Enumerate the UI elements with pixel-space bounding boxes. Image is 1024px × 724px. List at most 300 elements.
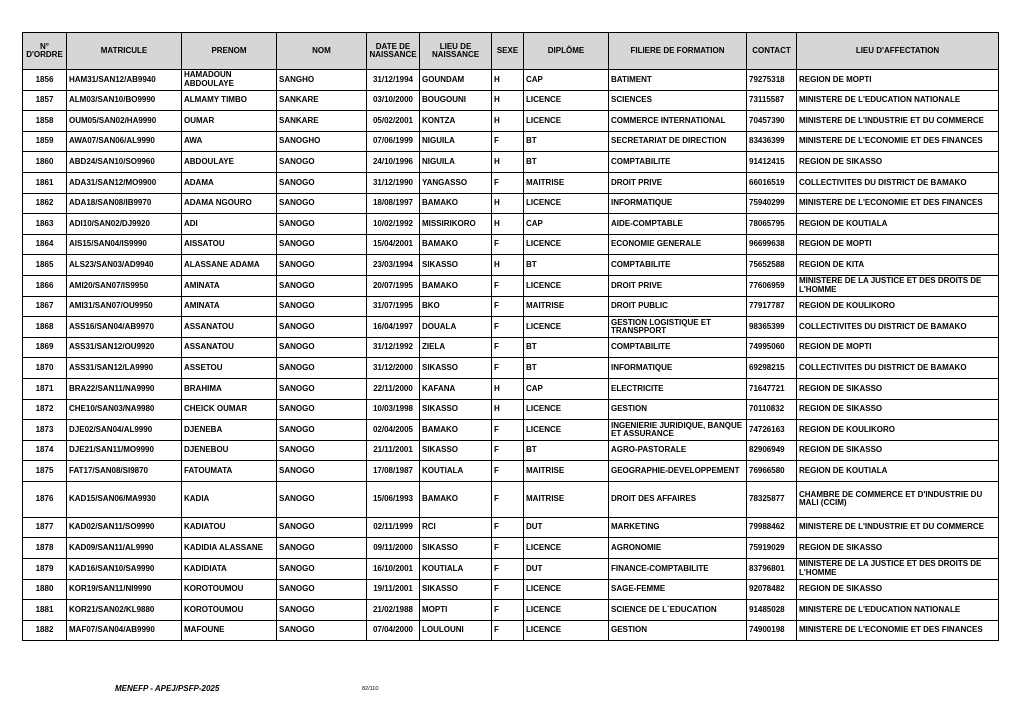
cell-filiere: FINANCE-COMPTABILITE: [609, 559, 747, 580]
cell-ordre: 1864: [23, 234, 67, 255]
cell-contact: 73115587: [747, 90, 797, 111]
cell-ordre: 1856: [23, 70, 67, 91]
cell-filiere: COMPTABILITE: [609, 337, 747, 358]
cell-lieu-naissance: LOULOUNI: [420, 620, 492, 641]
cell-matricule: KAD02/SAN11/SO9990: [67, 517, 182, 538]
cell-prenom: FATOUMATA: [182, 461, 277, 482]
cell-matricule: AMI31/SAN07/OU9950: [67, 296, 182, 317]
cell-affectation: REGION DE KOUTIALA: [797, 214, 999, 235]
cell-contact: 75919029: [747, 538, 797, 559]
cell-prenom: ALASSANE ADAMA: [182, 255, 277, 276]
cell-date-naissance: 15/04/2001: [367, 234, 420, 255]
cell-filiere: INFORMATIQUE: [609, 358, 747, 379]
cell-contact: 75940299: [747, 193, 797, 214]
cell-ordre: 1880: [23, 579, 67, 600]
cell-ordre: 1869: [23, 337, 67, 358]
cell-affectation: COLLECTIVITES DU DISTRICT DE BAMAKO: [797, 317, 999, 338]
table-row: [23, 193, 999, 214]
cell-contact: 91485028: [747, 600, 797, 621]
cell-matricule: KOR19/SAN11/NI9990: [67, 579, 182, 600]
cell-affectation: CHAMBRE DE COMMERCE ET D'INDUSTRIE DU MALI (CCIM): [797, 481, 999, 517]
cell-date-naissance: 31/07/1995: [367, 296, 420, 317]
cell-nom: SANOGO: [277, 600, 367, 621]
cell-nom: SANOGO: [277, 579, 367, 600]
cell-matricule: AWA07/SAN06/AL9990: [67, 131, 182, 152]
cell-matricule: KAD16/SAN10/SA9990: [67, 559, 182, 580]
table-row: [23, 358, 999, 379]
cell-filiere: COMMERCE INTERNATIONAL: [609, 111, 747, 132]
cell-matricule: KAD09/SAN11/AL9990: [67, 538, 182, 559]
cell-filiere: DROIT DES AFFAIRES: [609, 481, 747, 517]
table-row: [23, 440, 999, 461]
cell-nom: SANOGO: [277, 440, 367, 461]
cell-affectation: REGION DE KOULIKORO: [797, 420, 999, 441]
cell-contact: 74726163: [747, 420, 797, 441]
header-matricule: MATRICULE: [67, 33, 182, 70]
cell-matricule: KOR21/SAN02/KL9880: [67, 600, 182, 621]
cell-diplome: LICENCE: [524, 620, 609, 641]
cell-date-naissance: 16/10/2001: [367, 559, 420, 580]
cell-nom: SANOGO: [277, 378, 367, 399]
cell-affectation: REGION DE MOPTI: [797, 234, 999, 255]
cell-filiere: SCIENCES: [609, 90, 747, 111]
cell-date-naissance: 19/11/2001: [367, 579, 420, 600]
header-affectation: LIEU D'AFFECTATION: [797, 33, 999, 70]
cell-filiere: INFORMATIQUE: [609, 193, 747, 214]
cell-contact: 77606959: [747, 275, 797, 296]
cell-date-naissance: 02/11/1999: [367, 517, 420, 538]
cell-ordre: 1863: [23, 214, 67, 235]
header-nom: NOM: [277, 33, 367, 70]
cell-sexe: H: [492, 378, 524, 399]
cell-nom: SANOGHO: [277, 131, 367, 152]
cell-prenom: AWA: [182, 131, 277, 152]
cell-sexe: F: [492, 538, 524, 559]
header-row: [23, 33, 999, 70]
cell-ordre: 1873: [23, 420, 67, 441]
cell-lieu-naissance: BKO: [420, 296, 492, 317]
cell-sexe: F: [492, 420, 524, 441]
cell-affectation: MINISTERE DE L'ECONOMIE ET DES FINANCES: [797, 193, 999, 214]
cell-nom: SANOGO: [277, 538, 367, 559]
header-diplome: DIPLÔME: [524, 33, 609, 70]
cell-contact: 70457390: [747, 111, 797, 132]
cell-prenom: DJENEBOU: [182, 440, 277, 461]
cell-diplome: BT: [524, 440, 609, 461]
cell-filiere: SCIENCE DE L`EDUCATION: [609, 600, 747, 621]
cell-diplome: MAITRISE: [524, 172, 609, 193]
cell-contact: 82906949: [747, 440, 797, 461]
cell-matricule: BRA22/SAN11/NA9990: [67, 378, 182, 399]
cell-matricule: MAF07/SAN04/AB9990: [67, 620, 182, 641]
cell-nom: SANOGO: [277, 461, 367, 482]
table-row: [23, 538, 999, 559]
cell-matricule: ADI10/SAN02/DJ9920: [67, 214, 182, 235]
cell-matricule: ALM03/SAN10/BO9990: [67, 90, 182, 111]
cell-ordre: 1859: [23, 131, 67, 152]
cell-diplome: LICENCE: [524, 317, 609, 338]
cell-prenom: ADAMA NGOURO: [182, 193, 277, 214]
cell-diplome: CAP: [524, 70, 609, 91]
cell-ordre: 1857: [23, 90, 67, 111]
cell-affectation: REGION DE SIKASSO: [797, 152, 999, 173]
cell-ordre: 1867: [23, 296, 67, 317]
cell-diplome: LICENCE: [524, 111, 609, 132]
cell-nom: SANOGO: [277, 399, 367, 420]
header-ordre: N° D'ORDRE: [23, 33, 67, 70]
cell-lieu-naissance: DOUALA: [420, 317, 492, 338]
cell-sexe: F: [492, 440, 524, 461]
cell-prenom: HAMADOUN ABDOULAYE: [182, 70, 277, 91]
cell-nom: SANOGO: [277, 337, 367, 358]
table-row: [23, 317, 999, 338]
cell-affectation: MINISTERE DE LA JUSTICE ET DES DROITS DE L'HOMME: [797, 559, 999, 580]
cell-lieu-naissance: SIKASSO: [420, 440, 492, 461]
cell-contact: 76966580: [747, 461, 797, 482]
cell-filiere: ELECTRICITE: [609, 378, 747, 399]
cell-filiere: SECRETARIAT DE DIRECTION: [609, 131, 747, 152]
cell-ordre: 1881: [23, 600, 67, 621]
table-row: [23, 255, 999, 276]
cell-ordre: 1862: [23, 193, 67, 214]
table-row: [23, 214, 999, 235]
header-lieu-naissance: LIEU DE NAISSANCE: [420, 33, 492, 70]
table-row: [23, 399, 999, 420]
cell-diplome: DUT: [524, 517, 609, 538]
cell-diplome: LICENCE: [524, 579, 609, 600]
cell-diplome: LICENCE: [524, 538, 609, 559]
cell-diplome: BT: [524, 255, 609, 276]
cell-matricule: CHE10/SAN03/NA9980: [67, 399, 182, 420]
cell-lieu-naissance: BAMAKO: [420, 420, 492, 441]
cell-date-naissance: 17/08/1987: [367, 461, 420, 482]
cell-filiere: DROIT PRIVE: [609, 172, 747, 193]
cell-ordre: 1882: [23, 620, 67, 641]
cell-date-naissance: 21/11/2001: [367, 440, 420, 461]
cell-nom: SANOGO: [277, 234, 367, 255]
cell-nom: SANOGO: [277, 317, 367, 338]
cell-prenom: ALMAMY TIMBO: [182, 90, 277, 111]
cell-sexe: H: [492, 152, 524, 173]
cell-diplome: MAITRISE: [524, 481, 609, 517]
cell-prenom: KADIDIA ALASSANE: [182, 538, 277, 559]
cell-prenom: KOROTOUMOU: [182, 600, 277, 621]
cell-matricule: FAT17/SAN08/SI9870: [67, 461, 182, 482]
cell-sexe: F: [492, 559, 524, 580]
cell-date-naissance: 31/12/1990: [367, 172, 420, 193]
cell-sexe: H: [492, 70, 524, 91]
cell-nom: SANOGO: [277, 152, 367, 173]
cell-nom: SANOGO: [277, 172, 367, 193]
cell-sexe: H: [492, 90, 524, 111]
cell-lieu-naissance: NIGUILA: [420, 131, 492, 152]
cell-diplome: BT: [524, 358, 609, 379]
cell-prenom: ADI: [182, 214, 277, 235]
cell-date-naissance: 31/12/1994: [367, 70, 420, 91]
cell-contact: 77917787: [747, 296, 797, 317]
cell-nom: SANOGO: [277, 358, 367, 379]
cell-contact: 83796801: [747, 559, 797, 580]
cell-ordre: 1865: [23, 255, 67, 276]
table-body: [23, 70, 999, 641]
cell-lieu-naissance: SIKASSO: [420, 358, 492, 379]
cell-contact: 92078482: [747, 579, 797, 600]
cell-matricule: ABD24/SAN10/SO9960: [67, 152, 182, 173]
cell-prenom: KADIA: [182, 481, 277, 517]
cell-filiere: AGRONOMIE: [609, 538, 747, 559]
cell-date-naissance: 16/04/1997: [367, 317, 420, 338]
cell-filiere: DROIT PRIVE: [609, 275, 747, 296]
cell-diplome: LICENCE: [524, 399, 609, 420]
cell-affectation: MINISTERE DE L'ECONOMIE ET DES FINANCES: [797, 131, 999, 152]
cell-contact: 98365399: [747, 317, 797, 338]
table-row: [23, 517, 999, 538]
cell-date-naissance: 09/11/2000: [367, 538, 420, 559]
cell-affectation: REGION DE SIKASSO: [797, 579, 999, 600]
cell-sexe: F: [492, 131, 524, 152]
table-row: [23, 579, 999, 600]
cell-ordre: 1861: [23, 172, 67, 193]
table-row: [23, 296, 999, 317]
cell-filiere: BATIMENT: [609, 70, 747, 91]
cell-lieu-naissance: SIKASSO: [420, 399, 492, 420]
cell-lieu-naissance: BAMAKO: [420, 234, 492, 255]
header-filiere: FILIERE DE FORMATION: [609, 33, 747, 70]
cell-prenom: ABDOULAYE: [182, 152, 277, 173]
cell-diplome: BT: [524, 152, 609, 173]
cell-matricule: AMI20/SAN07/IS9950: [67, 275, 182, 296]
cell-contact: 78325877: [747, 481, 797, 517]
cell-filiere: INGENIERIE JURIDIQUE, BANQUE ET ASSURANCE: [609, 420, 747, 441]
table-row: [23, 461, 999, 482]
cell-diplome: MAITRISE: [524, 296, 609, 317]
cell-filiere: GESTION LOGISTIQUE ET TRANSPPORT: [609, 317, 747, 338]
cell-filiere: COMPTABILITE: [609, 255, 747, 276]
table-row: [23, 111, 999, 132]
cell-sexe: H: [492, 214, 524, 235]
cell-matricule: DJE02/SAN04/AL9990: [67, 420, 182, 441]
cell-affectation: REGION DE KOULIKORO: [797, 296, 999, 317]
cell-ordre: 1876: [23, 481, 67, 517]
cell-filiere: ECONOMIE GENERALE: [609, 234, 747, 255]
cell-lieu-naissance: BOUGOUNI: [420, 90, 492, 111]
cell-date-naissance: 10/03/1998: [367, 399, 420, 420]
cell-date-naissance: 15/06/1993: [367, 481, 420, 517]
cell-filiere: AGRO-PASTORALE: [609, 440, 747, 461]
cell-date-naissance: 31/12/1992: [367, 337, 420, 358]
cell-diplome: LICENCE: [524, 275, 609, 296]
cell-nom: SANOGO: [277, 620, 367, 641]
cell-date-naissance: 22/11/2000: [367, 378, 420, 399]
table-row: [23, 481, 999, 517]
cell-ordre: 1874: [23, 440, 67, 461]
cell-date-naissance: 24/10/1996: [367, 152, 420, 173]
cell-prenom: AMINATA: [182, 296, 277, 317]
cell-prenom: OUMAR: [182, 111, 277, 132]
table-row: [23, 70, 999, 91]
cell-affectation: MINISTERE DE L'EDUCATION NATIONALE: [797, 90, 999, 111]
cell-prenom: DJENEBA: [182, 420, 277, 441]
cell-prenom: KADIDIATA: [182, 559, 277, 580]
cell-contact: 71647721: [747, 378, 797, 399]
cell-affectation: COLLECTIVITES DU DISTRICT DE BAMAKO: [797, 358, 999, 379]
cell-ordre: 1877: [23, 517, 67, 538]
cell-diplome: CAP: [524, 214, 609, 235]
cell-diplome: LICENCE: [524, 420, 609, 441]
cell-matricule: KAD15/SAN06/MA9930: [67, 481, 182, 517]
cell-filiere: SAGE-FEMME: [609, 579, 747, 600]
page-number: 82/110: [362, 686, 379, 692]
cell-sexe: F: [492, 234, 524, 255]
cell-prenom: ADAMA: [182, 172, 277, 193]
cell-sexe: F: [492, 579, 524, 600]
cell-date-naissance: 05/02/2001: [367, 111, 420, 132]
cell-lieu-naissance: BAMAKO: [420, 275, 492, 296]
cell-affectation: MINISTERE DE L'EDUCATION NATIONALE: [797, 600, 999, 621]
cell-matricule: ADA18/SAN08/IB9970: [67, 193, 182, 214]
cell-date-naissance: 20/07/1995: [367, 275, 420, 296]
table-row: [23, 90, 999, 111]
table-row: [23, 275, 999, 296]
cell-diplome: LICENCE: [524, 600, 609, 621]
cell-date-naissance: 31/12/2000: [367, 358, 420, 379]
table-row: [23, 152, 999, 173]
cell-lieu-naissance: RCI: [420, 517, 492, 538]
cell-filiere: MARKETING: [609, 517, 747, 538]
cell-filiere: GESTION: [609, 620, 747, 641]
cell-sexe: F: [492, 296, 524, 317]
table-row: [23, 378, 999, 399]
cell-contact: 74900198: [747, 620, 797, 641]
cell-contact: 75652588: [747, 255, 797, 276]
cell-contact: 70110832: [747, 399, 797, 420]
cell-prenom: AMINATA: [182, 275, 277, 296]
table-row: [23, 559, 999, 580]
cell-affectation: MINISTERE DE L'INDUSTRIE ET DU COMMERCE: [797, 517, 999, 538]
roster-table: [22, 32, 999, 641]
cell-lieu-naissance: MOPTI: [420, 600, 492, 621]
cell-diplome: BT: [524, 337, 609, 358]
cell-contact: 79988462: [747, 517, 797, 538]
cell-nom: SANOGO: [277, 559, 367, 580]
cell-affectation: REGION DE SIKASSO: [797, 440, 999, 461]
cell-diplome: LICENCE: [524, 234, 609, 255]
cell-prenom: KOROTOUMOU: [182, 579, 277, 600]
cell-nom: SANKARE: [277, 111, 367, 132]
cell-date-naissance: 18/08/1997: [367, 193, 420, 214]
cell-ordre: 1866: [23, 275, 67, 296]
cell-filiere: DROIT PUBLIC: [609, 296, 747, 317]
table-row: [23, 131, 999, 152]
cell-ordre: 1878: [23, 538, 67, 559]
header-sexe: SEXE: [492, 33, 524, 70]
cell-prenom: ASSANATOU: [182, 317, 277, 338]
cell-ordre: 1868: [23, 317, 67, 338]
cell-lieu-naissance: KONTZA: [420, 111, 492, 132]
cell-lieu-naissance: SIKASSO: [420, 538, 492, 559]
cell-nom: SANOGO: [277, 193, 367, 214]
cell-lieu-naissance: ZIELA: [420, 337, 492, 358]
cell-date-naissance: 07/06/1999: [367, 131, 420, 152]
cell-matricule: ASS31/SAN12/LA9990: [67, 358, 182, 379]
table-row: [23, 172, 999, 193]
cell-lieu-naissance: GOUNDAM: [420, 70, 492, 91]
table-row: [23, 600, 999, 621]
cell-affectation: REGION DE SIKASSO: [797, 378, 999, 399]
cell-ordre: 1858: [23, 111, 67, 132]
cell-nom: SANOGO: [277, 296, 367, 317]
cell-ordre: 1872: [23, 399, 67, 420]
cell-matricule: AIS15/SAN04/IS9990: [67, 234, 182, 255]
cell-date-naissance: 07/04/2000: [367, 620, 420, 641]
cell-matricule: OUM05/SAN02/HA9990: [67, 111, 182, 132]
cell-diplome: LICENCE: [524, 193, 609, 214]
table-row: [23, 337, 999, 358]
cell-sexe: F: [492, 172, 524, 193]
cell-sexe: F: [492, 358, 524, 379]
cell-sexe: H: [492, 111, 524, 132]
cell-lieu-naissance: SIKASSO: [420, 255, 492, 276]
cell-sexe: F: [492, 275, 524, 296]
cell-sexe: F: [492, 481, 524, 517]
table-header: [23, 33, 999, 70]
footer-org: MENEFP - APEJ/PSFP-2025: [115, 684, 220, 693]
cell-prenom: CHEICK OUMAR: [182, 399, 277, 420]
cell-nom: SANKARE: [277, 90, 367, 111]
cell-date-naissance: 10/02/1992: [367, 214, 420, 235]
cell-nom: SANOGO: [277, 420, 367, 441]
cell-sexe: H: [492, 193, 524, 214]
cell-diplome: MAITRISE: [524, 461, 609, 482]
cell-contact: 83436399: [747, 131, 797, 152]
cell-prenom: KADIATOU: [182, 517, 277, 538]
cell-affectation: REGION DE MOPTI: [797, 70, 999, 91]
cell-nom: SANOGO: [277, 214, 367, 235]
cell-contact: 79275318: [747, 70, 797, 91]
cell-diplome: CAP: [524, 378, 609, 399]
cell-contact: 78065795: [747, 214, 797, 235]
cell-lieu-naissance: BAMAKO: [420, 193, 492, 214]
cell-lieu-naissance: KOUTIALA: [420, 461, 492, 482]
cell-sexe: H: [492, 399, 524, 420]
cell-lieu-naissance: SIKASSO: [420, 579, 492, 600]
cell-lieu-naissance: BAMAKO: [420, 481, 492, 517]
cell-filiere: COMPTABILITE: [609, 152, 747, 173]
cell-nom: SANOGO: [277, 517, 367, 538]
cell-prenom: ASSETOU: [182, 358, 277, 379]
table-row: [23, 620, 999, 641]
cell-date-naissance: 21/02/1988: [367, 600, 420, 621]
table-row: [23, 234, 999, 255]
cell-contact: 96699638: [747, 234, 797, 255]
cell-matricule: ADA31/SAN12/MO9900: [67, 172, 182, 193]
cell-affectation: REGION DE SIKASSO: [797, 538, 999, 559]
cell-matricule: HAM31/SAN12/AB9940: [67, 70, 182, 91]
cell-lieu-naissance: KOUTIALA: [420, 559, 492, 580]
cell-affectation: REGION DE SIKASSO: [797, 399, 999, 420]
cell-ordre: 1870: [23, 358, 67, 379]
cell-filiere: GESTION: [609, 399, 747, 420]
cell-ordre: 1860: [23, 152, 67, 173]
cell-filiere: GEOGRAPHIE-DEVELOPPEMENT: [609, 461, 747, 482]
cell-affectation: MINISTERE DE L'ECONOMIE ET DES FINANCES: [797, 620, 999, 641]
cell-date-naissance: 02/04/2005: [367, 420, 420, 441]
cell-nom: SANGHO: [277, 70, 367, 91]
cell-sexe: F: [492, 461, 524, 482]
cell-lieu-naissance: NIGUILA: [420, 152, 492, 173]
cell-sexe: F: [492, 317, 524, 338]
cell-affectation: COLLECTIVITES DU DISTRICT DE BAMAKO: [797, 172, 999, 193]
